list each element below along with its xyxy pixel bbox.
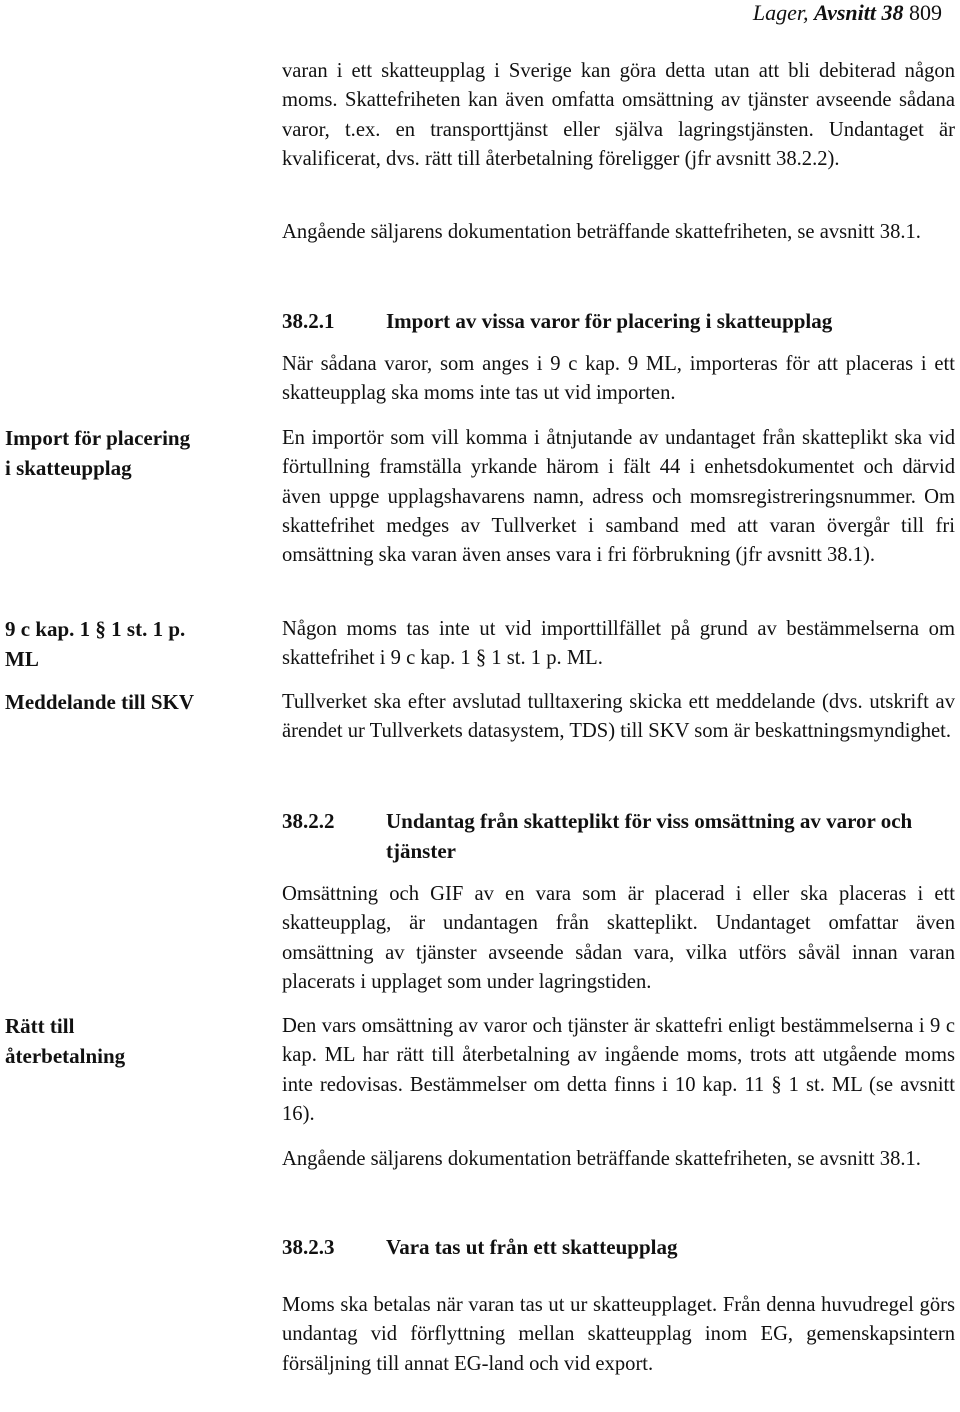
page-number: 809 bbox=[909, 0, 942, 25]
header-section-label: Avsnitt 38 bbox=[814, 0, 904, 25]
paragraph-10: Moms ska betalas när varan tas ut ur skatteupplaget. Från denna huvudregel görs undantag vid förflyttning mellan skatteupplag inom EG, gemenskapsintern försäljning till annat EG-land och vid export. bbox=[282, 1294, 955, 1375]
paragraph-5: Någon moms tas inte ut vid importtillfället på grund av bestämmelserna om skattefrihet i 9 c kap. 1 § 1 st. 1 p. ML. bbox=[282, 618, 955, 670]
paragraph-8: Den vars omsättning av varor och tjänster är skattefri enligt bestämmelserna i 9 c kap. ML har rätt till återbetalning av ingående moms, trots att utgående moms inte redovisas. Bestämmelser om detta finns i 10 kap. 11 § 1 st. ML (se avsnitt 16). bbox=[282, 1015, 955, 1125]
heading-number: 38.2.2 bbox=[282, 809, 335, 833]
paragraph-2: Angående säljarens dokumentation beträffande skattefriheten, se avsnitt 38.1. bbox=[282, 221, 921, 243]
paragraph-9: Angående säljarens dokumentation beträffande skattefriheten, se avsnitt 38.1. bbox=[282, 1148, 921, 1170]
paragraph-6: Tullverket ska efter avslutad tulltaxering skicka ett meddelande (dvs. utskrift av ärendet ur Tullverkets datasystem, TDS) till SKV som är beskattningsmyndighet. bbox=[282, 691, 955, 743]
heading-number: 38.2.1 bbox=[282, 309, 335, 333]
paragraph-3: När sådana varor, som anges i 9 c kap. 9 ML, importeras för att placeras i ett skatteupplag ska moms inte tas ut vid importen. bbox=[282, 353, 955, 405]
margin-note-meddelande: Meddelande till SKV bbox=[5, 690, 195, 714]
heading-title: Vara tas ut från ett skatteupplag bbox=[386, 1235, 678, 1259]
margin-note-legal-reference: 9 c kap. 1 § 1 st. 1 p. ML bbox=[5, 617, 186, 671]
margin-note-aterbetalning: Rätt till återbetalning bbox=[5, 1014, 126, 1068]
heading-title: Import av vissa varor för placering i skatteupplag bbox=[386, 309, 833, 333]
paragraph-4: En importör som vill komma i åtnjutande av undantaget från skatteplikt ska vid förtullning framställa yrkande härom i fält 44 i enhetsdokumentet och därvid även uppge upplagshavarens namn, adress och momsregistreringsnummer. Om skattefrihet medges av Tullverket i samband med att varan övergår till fri omsättning ska varan även anses vara i fri förbrukning (jfr avsnitt 38.1). bbox=[282, 427, 955, 567]
header-section-prefix: Lager, bbox=[752, 0, 815, 25]
section-heading-38-2-1 bbox=[282, 307, 955, 337]
running-header bbox=[753, 0, 942, 30]
margin-note-import: Import för placering i skatteupplag bbox=[5, 426, 191, 480]
section-heading-38-2-2 bbox=[282, 807, 955, 866]
section-heading-38-2-3 bbox=[282, 1233, 955, 1263]
paragraph-1: varan i ett skatteupplag i Sverige kan göra detta utan att bli debiterad någon moms. Skattefriheten kan även omfatta omsättning av tjänster avseende sådana varor, t.ex. en transporttjänst eller själva lagringstjänsten. Undantaget är kvalificerat, dvs. rätt till återbetalning föreligger (jfr avsnitt 38.2.2). bbox=[282, 60, 955, 170]
heading-number: 38.2.3 bbox=[282, 1235, 335, 1259]
heading-title: Undantag från skatteplikt för viss omsättning av varor och tjänster bbox=[386, 809, 913, 863]
paragraph-7: Omsättning och GIF av en vara som är placerad i eller ska placeras i ett skatteupplag, är undantagen från skatteplikt. Undantaget omfattar även omsättning av tjänster avseende sådan vara, vilka utförs såväl innan varan placerats i upplaget som under lagringstiden. bbox=[282, 883, 955, 993]
